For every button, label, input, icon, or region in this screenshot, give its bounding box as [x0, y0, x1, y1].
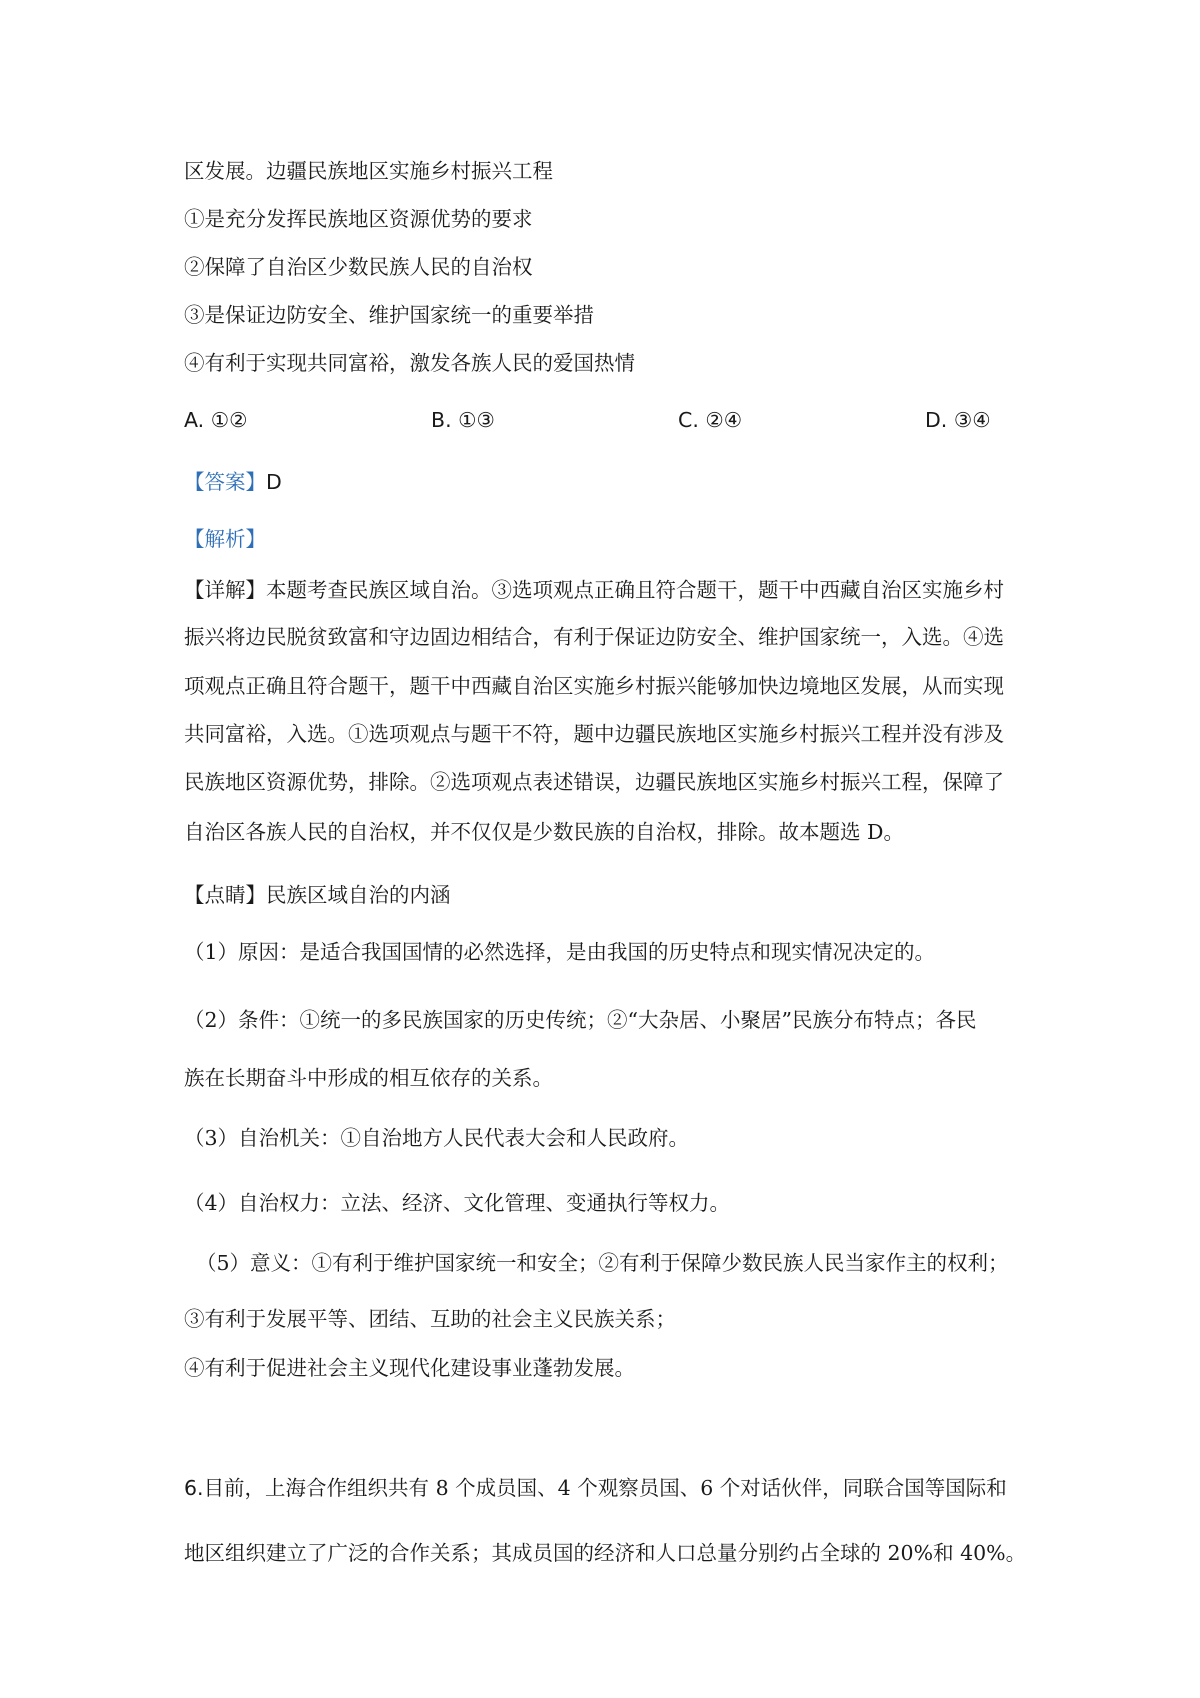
- statement-3: ③是保证边防安全、维护国家统一的重要举措: [184, 303, 594, 327]
- tip-line: （1）原因：是适合我国国情的必然选择，是由我国的历史特点和现实情况决定的。: [184, 940, 936, 964]
- answer-value: D: [266, 470, 282, 494]
- tip-title: 【点睛】民族区域自治的内涵: [184, 883, 451, 907]
- detail-line: 自治区各族人民的自治权，并不仅仅是少数民族的自治权，排除。故本题选 D。: [184, 820, 904, 844]
- answer-tag: 【答案】: [184, 470, 266, 494]
- option-a: A. ①②: [184, 408, 248, 432]
- tip-line: （2）条件：①统一的多民族国家的历史传统；②“大杂居、小聚居”民族分布特点；各民: [184, 1008, 977, 1032]
- option-c: C. ②④: [678, 408, 743, 432]
- answer-line: [184, 468, 1050, 496]
- tip-line: （3）自治机关：①自治地方人民代表大会和人民政府。: [184, 1126, 690, 1150]
- question-6-line: 地区组织建立了广泛的合作关系；其成员国的经济和人口总量分别约占全球的 20%和 40%。: [184, 1541, 1027, 1565]
- detail-line: 民族地区资源优势，排除。②选项观点表述错误，边疆民族地区实施乡村振兴工程，保障了: [184, 770, 1004, 794]
- statement-1: ①是充分发挥民族地区资源优势的要求: [184, 207, 533, 231]
- detail-line: 振兴将边民脱贫致富和守边固边相结合，有利于保证边防安全、维护国家统一，入选。④选: [184, 625, 1004, 649]
- tip-line: 族在长期奋斗中形成的相互依存的关系。: [184, 1066, 553, 1090]
- tip-line: ③有利于发展平等、团结、互助的社会主义民族关系；: [184, 1307, 676, 1331]
- option-d: D. ③④: [925, 408, 991, 432]
- question-number: 6.: [184, 1476, 204, 1500]
- statement-4: ④有利于实现共同富裕，激发各族人民的爱国热情: [184, 351, 635, 375]
- option-b: B. ①③: [431, 408, 495, 432]
- statement-2: ②保障了自治区少数民族人民的自治权: [184, 255, 533, 279]
- tip-line: （5）意义：①有利于维护国家统一和安全；②有利于保障少数民族人民当家作主的权利；: [196, 1251, 1009, 1275]
- tip-line: ④有利于促进社会主义现代化建设事业蓬勃发展。: [184, 1356, 635, 1380]
- question-6-text: 目前，上海合作组织共有 8 个成员国、4 个观察员国、6 个对话伙伴，同联合国等国际和: [203, 1476, 1007, 1500]
- question-stem: 区发展。边疆民族地区实施乡村振兴工程: [184, 159, 553, 183]
- tip-line: （4）自治权力：立法、经济、文化管理、变通执行等权力。: [184, 1191, 731, 1215]
- detail-line: 共同富裕，入选。①选项观点与题干不符，题中边疆民族地区实施乡村振兴工程并没有涉及: [184, 722, 1004, 746]
- answer-options: [184, 406, 1064, 434]
- detail-line: 【详解】本题考查民族区域自治。③选项观点正确且符合题干，题干中西藏自治区实施乡村: [184, 578, 1004, 602]
- analysis-tag: 【解析】: [184, 527, 266, 551]
- detail-line: 项观点正确且符合题干，题干中西藏自治区实施乡村振兴能够加快边境地区发展，从而实现: [184, 674, 1004, 698]
- question-6-line: [184, 1474, 1050, 1502]
